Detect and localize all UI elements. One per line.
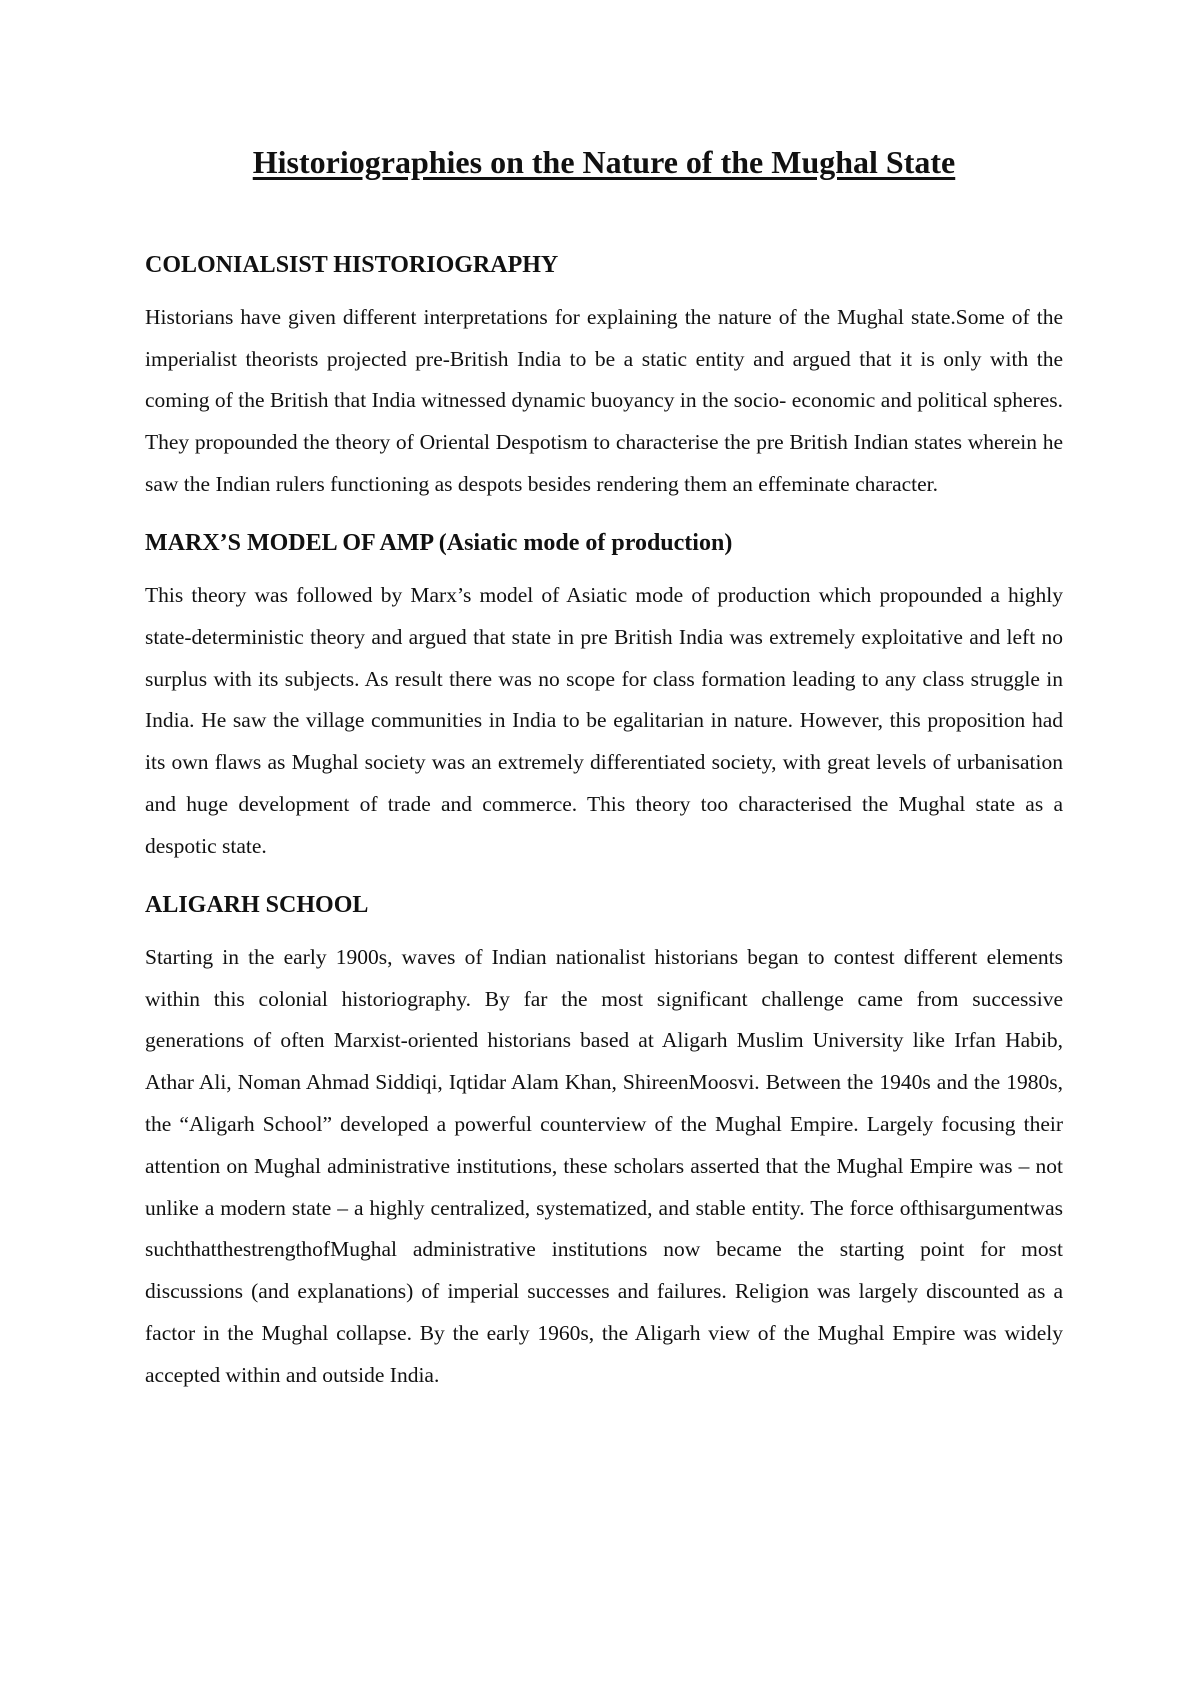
paragraph-marx: This theory was followed by Marx’s model of Asiatic mode of production which propounded a highly state-deterministic theory and argued that state in pre British India was extremely exploitative and left no surplus with its subjects. As result there was no scope for class formation leading to any class struggle in India. He saw the village communities in India to be egalitarian in nature. However, this proposition had its own flaws as Mughal society was an extremely differentiated society, with great levels of urbanisation and huge development of trade and commerce. This theory too characterised the Mughal state as a despotic state. (145, 582, 1063, 858)
paragraph-colonialist: Historians have given different interpretations for explaining the nature of the Mughal state.Some of the imperialist theorists projected pre-British India to be a static entity and argued that it is only with the coming of the British that India witnessed dynamic buoyancy in the socio- economic and political spheres. They propounded the theory of Oriental Despotism to characterise the pre British Indian states wherein he saw the Indian rulers functioning as despots besides rendering them an effeminate character. (145, 304, 1063, 496)
document-page (145, 128, 1063, 1396)
section-heading-marx: MARX’S MODEL OF AMP (Asiatic mode of production) (145, 529, 733, 556)
section-heading-aligarh: ALIGARH SCHOOL (145, 891, 369, 918)
section-aligarh-school (145, 890, 1063, 1397)
document-title: Historiographies on the Nature of the Mughal State (252, 144, 956, 180)
section-colonialist-historiography (145, 250, 1063, 506)
section-marx-model (145, 528, 1063, 868)
paragraph-aligarh: Starting in the early 1900s, waves of Indian nationalist historians began to contest different elements within this colonial historiography. By far the most significant challenge came from successive generations of often Marxist-oriented historians based at Aligarh Muslim University like Irfan Habib, Athar Ali, Noman Ahmad Siddiqi, Iqtidar Alam Khan, ShireenMoosvi. Between the 1940s and the 1980s, the “Aligarh School” developed a powerful counterview of the Mughal Empire. Largely focusing their attention on Mughal administrative institutions, these scholars asserted that the Mughal Empire was – not unlike a modern state – a highly centralized, systematized, and stable entity. The force ofthisargumentwas suchthatthestrengthofMughal administrative institutions now became the starting point for most discussions (and explanations) of imperial successes and failures. Religion was largely discounted as a factor in the Mughal collapse. By the early 1960s, the Aligarh view of the Mughal Empire was widely accepted within and outside India. (145, 944, 1063, 1387)
section-heading-colonialist: COLONIALSIST HISTORIOGRAPHY (145, 251, 559, 278)
